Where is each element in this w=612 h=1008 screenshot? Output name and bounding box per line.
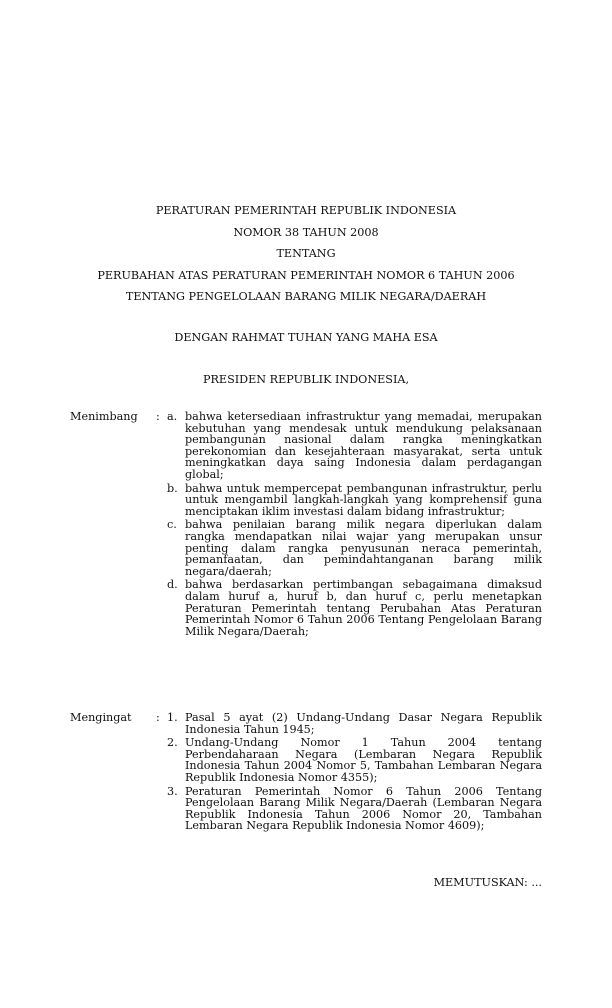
item-number: 3. xyxy=(167,784,178,798)
document-title-block xyxy=(0,205,612,313)
mengingat-label: Mengingat xyxy=(70,711,132,724)
list-item xyxy=(167,711,542,736)
item-number: b. xyxy=(167,481,178,495)
list-item xyxy=(167,481,542,518)
item-number: c. xyxy=(167,518,177,532)
continuation-marker: MEMUTUSKAN: ... xyxy=(433,876,542,889)
menimbang-section xyxy=(70,411,542,639)
item-text: bahwa ketersediaan infrastruktur yang memadai, merupakan kebutuhan yang mendesak untuk mendukung pelaksanaan pembangunan nasional dalam rangka meningkatkan perekonomian dan kesejahteraan masyarakat, serta untuk meningkatkan daya saing Indonesia dalam perdagangan global; xyxy=(185,410,542,481)
rahmat-line: DENGAN RAHMAT TUHAN YANG MAHA ESA xyxy=(174,331,438,344)
title-line-4: PERUBAHAN ATAS PERATURAN PEMERINTAH NOMOR 6 TAHUN 2006 xyxy=(97,268,515,282)
mengingat-colon: : xyxy=(156,711,160,724)
item-text: bahwa untuk mempercepat pembangunan infrastruktur, perlu untuk mengambil langkah-langkah yang komprehensif guna menciptakan iklim investasi dalam bidang infrastruktur; xyxy=(185,481,542,518)
title-line-3: TENTANG xyxy=(276,247,336,260)
title-line-2: NOMOR 38 TAHUN 2008 xyxy=(233,225,379,239)
presiden-line: PRESIDEN REPUBLIK INDONESIA, xyxy=(202,373,410,386)
list-item xyxy=(167,578,542,638)
item-number: 1. xyxy=(167,711,178,724)
menimbang-colon: : xyxy=(156,410,160,423)
title-line-5: TENTANG PENGELOLAAN BARANG MILIK NEGARA/DAERAH xyxy=(125,290,487,303)
mengingat-section xyxy=(70,712,542,834)
menimbang-label: Menimbang xyxy=(70,410,138,423)
item-number: 2. xyxy=(167,736,178,750)
item-text: Undang-Undang Nomor 1 Tahun 2004 tentang Perbendaharaan Negara (Lembaran Negara Republik Indonesia Tahun 2004 Nomor 5, Tambahan Lembaran Negara Republik Indonesia Nomor 4355); xyxy=(185,736,542,784)
item-text: Peraturan Pemerintah Nomor 6 Tahun 2006 Tentang Pengelolaan Barang Milik Negara/Daerah (Lembaran Negara Republik Indonesia Tahun 2006 Nomor 20, Tambahan Lembaran Negara Republik Indonesia Nomor 4609); xyxy=(185,784,542,833)
list-item xyxy=(167,410,542,481)
item-number: a. xyxy=(167,410,178,423)
item-text: bahwa penilaian barang milik negara diperlukan dalam rangka mendapatkan nilai wajar yang merupakan unsur penting dalam rangka penyusunan neraca pemerintah, pemanfaatan, dan pemindahtanganan barang milik negara/daerah; xyxy=(185,518,542,578)
menimbang-list xyxy=(70,411,542,637)
list-item xyxy=(167,784,542,833)
title-line-1: PERATURAN PEMERINTAH REPUBLIK INDONESIA xyxy=(155,204,457,217)
item-text: Pasal 5 ayat (2) Undang-Undang Dasar Negara Republik Indonesia Tahun 1945; xyxy=(185,711,542,736)
list-item xyxy=(167,736,542,784)
list-item xyxy=(167,518,542,578)
item-text: bahwa berdasarkan pertimbangan sebagaimana dimaksud dalam huruf a, huruf b, dan huruf c, perlu menetapkan Peraturan Pemerintah tentang Perubahan Atas Peraturan Pemerintah Nomor 6 Tahun 2006 Tentang Pengelolaan Barang Milik Negara/Daerah; xyxy=(185,578,542,638)
item-number: d. xyxy=(167,578,178,592)
mengingat-list xyxy=(70,712,542,832)
